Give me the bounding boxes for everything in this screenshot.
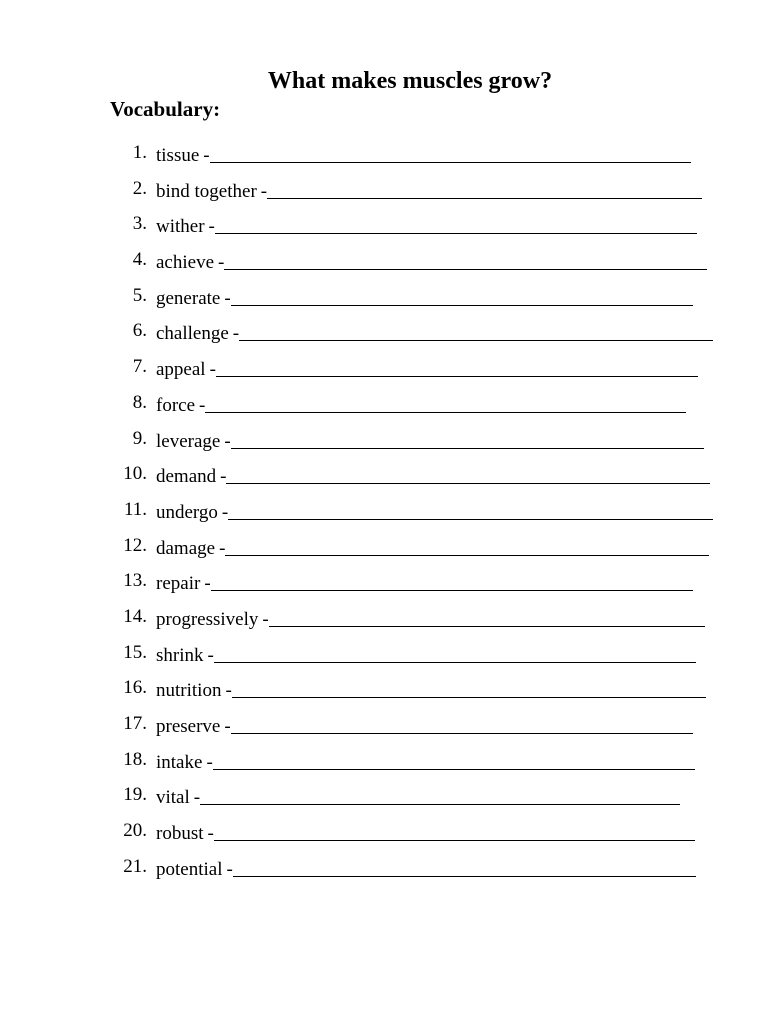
vocab-word: progressively [156,608,259,630]
vocab-dash: - [221,501,229,523]
answer-blank-line[interactable] [215,214,697,234]
vocab-dash: - [224,430,231,452]
vocab-entry [156,783,680,810]
vocab-word: robust [156,823,204,845]
vocab-number: 6. [132,320,147,342]
vocab-word: tissue [156,145,200,166]
vocab-dash: - [199,394,206,416]
vocab-dash: - [207,644,214,666]
answer-blank-line[interactable] [232,678,706,698]
vocab-number: 11. [123,498,147,520]
vocab-dash: - [193,787,201,809]
vocab-dash: - [262,608,269,630]
vocab-dash: - [204,573,211,595]
vocab-entry [156,141,691,168]
vocab-dash: - [207,823,214,845]
vocab-entry [156,498,713,525]
answer-blank-line[interactable] [211,571,693,591]
vocab-word: shrink [156,644,204,666]
answer-blank-line[interactable] [231,286,693,306]
vocab-number: 12. [123,534,147,556]
vocab-word: leverage [156,430,221,452]
vocab-number: 21. [123,855,147,877]
answer-blank-line[interactable] [233,857,696,877]
vocab-dash: - [219,537,226,559]
vocab-entry [156,462,710,489]
answer-blank-line[interactable] [224,250,707,270]
vocab-number: 20. [123,820,147,842]
answer-blank-line[interactable] [213,750,695,770]
vocab-number: 14. [123,605,147,627]
answer-blank-line[interactable] [225,536,709,556]
vocab-word: nutrition [156,680,222,702]
answer-blank-line[interactable] [228,500,713,520]
answer-blank-line[interactable] [216,357,698,377]
vocab-number: 19. [123,784,147,806]
vocab-number: 2. [132,177,147,199]
vocab-entry [156,177,702,204]
vocab-number: 13. [123,570,147,592]
answer-blank-line[interactable] [226,464,710,484]
vocab-entry [156,212,697,239]
vocab-number: 15. [123,641,147,663]
vocab-dash: - [218,252,225,274]
vocab-entry [156,391,686,418]
vocab-dash: - [224,287,231,309]
vocab-word: wither [156,216,205,238]
vocab-entry [156,605,705,632]
vocab-number: 8. [132,391,147,413]
vocab-entry [156,748,695,775]
answer-blank-line[interactable] [231,429,704,449]
vocab-number: 18. [123,748,147,770]
vocab-dash: - [226,858,233,880]
vocab-entry [156,534,709,561]
vocab-dash: - [260,180,268,202]
vocab-word: bind together [156,180,257,202]
vocab-word: challenge [156,323,229,345]
answer-blank-line[interactable] [214,643,696,663]
answer-blank-line[interactable] [231,714,693,734]
vocab-dash: - [209,359,216,381]
vocab-word: force [156,394,196,416]
answer-blank-line[interactable] [239,321,713,341]
vocab-entry [156,855,696,882]
answer-blank-line[interactable] [210,143,691,163]
vocab-number: 4. [132,249,147,271]
answer-blank-line[interactable] [214,821,695,841]
vocab-number: 1. [132,142,147,163]
vocab-entry [156,819,695,846]
vocab-entry [156,712,693,739]
vocab-word: preserve [156,716,221,737]
vocab-word: generate [156,287,221,309]
vocab-entry [156,355,698,382]
vocab-word: damage [156,537,216,559]
vocab-entry [156,284,693,311]
vocab-dash: - [206,751,213,773]
vocab-number: 17. [123,713,147,734]
vocab-dash: - [220,466,227,488]
vocab-number: 7. [132,356,147,378]
vocab-number: 5. [132,284,147,306]
vocab-number: 3. [132,213,147,235]
vocab-word: achieve [156,252,215,274]
vocab-entry [156,319,713,346]
vocab-word: potential [156,858,223,880]
answer-blank-line[interactable] [267,179,702,199]
vocab-number: 16. [123,677,147,699]
vocab-word: repair [156,573,201,595]
vocab-entry [156,569,693,596]
vocab-word: undergo [156,501,218,523]
vocab-dash: - [203,145,210,166]
vocab-entry [156,676,706,703]
vocabulary-heading: Vocabulary: [110,97,221,121]
vocab-entry [156,427,704,454]
vocab-word: intake [156,751,203,773]
vocab-number: 10. [123,463,147,485]
vocab-dash: - [225,680,232,702]
vocab-entry [156,641,696,668]
page-title: What makes muscles grow? [267,68,553,94]
vocab-dash: - [232,323,240,345]
vocab-word: demand [156,466,217,488]
vocab-dash: - [208,216,215,238]
answer-blank-line[interactable] [269,607,705,627]
vocab-number: 9. [132,427,147,449]
vocab-word: appeal [156,359,206,381]
vocab-dash: - [224,716,231,737]
vocab-entry [156,248,707,275]
answer-blank-line[interactable] [205,393,686,413]
answer-blank-line[interactable] [200,785,680,805]
vocab-word: vital [156,787,190,809]
